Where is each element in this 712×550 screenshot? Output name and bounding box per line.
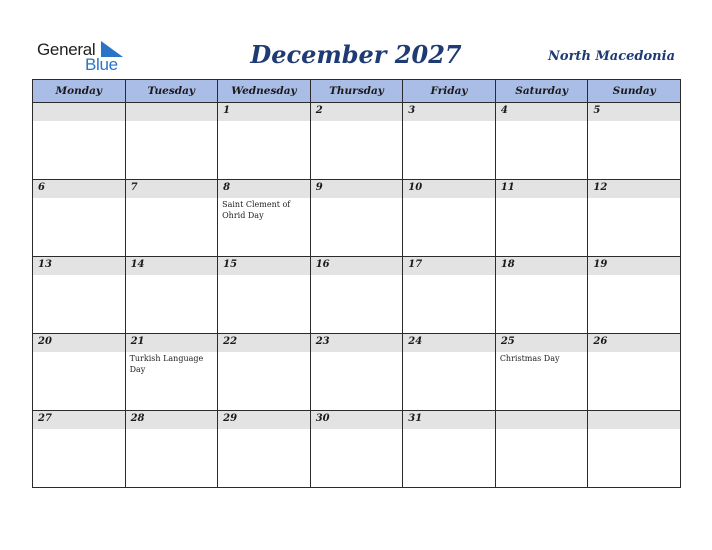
day-cell bbox=[33, 180, 126, 257]
holiday-label bbox=[403, 352, 495, 353]
day-number: 27 bbox=[33, 411, 125, 429]
day-number: 20 bbox=[33, 334, 125, 352]
day-cell bbox=[310, 257, 403, 334]
day-number: 28 bbox=[126, 411, 218, 429]
day-number bbox=[588, 411, 680, 429]
holiday-label bbox=[126, 198, 218, 199]
day-cell bbox=[403, 103, 496, 180]
holiday-label bbox=[588, 198, 680, 199]
day-number: 25 bbox=[496, 334, 588, 352]
day-cell bbox=[310, 411, 403, 488]
weekday-tuesday: Tuesday bbox=[125, 80, 218, 103]
day-cell bbox=[218, 103, 311, 180]
holiday-label bbox=[126, 275, 218, 276]
day-number: 29 bbox=[218, 411, 310, 429]
day-number: 26 bbox=[588, 334, 680, 352]
holiday-label bbox=[403, 275, 495, 276]
week-row bbox=[33, 411, 681, 488]
calendar-grid bbox=[32, 79, 681, 488]
day-cell bbox=[33, 334, 126, 411]
day-cell bbox=[125, 103, 218, 180]
holiday-label bbox=[403, 198, 495, 199]
day-number: 31 bbox=[403, 411, 495, 429]
holiday-label bbox=[311, 352, 403, 353]
day-cell bbox=[403, 334, 496, 411]
day-cell bbox=[218, 257, 311, 334]
day-number: 24 bbox=[403, 334, 495, 352]
day-number: 1 bbox=[218, 103, 310, 121]
day-cell bbox=[310, 334, 403, 411]
week-row bbox=[33, 180, 681, 257]
day-cell bbox=[403, 411, 496, 488]
day-cell bbox=[495, 103, 588, 180]
day-cell bbox=[310, 103, 403, 180]
holiday-label bbox=[403, 429, 495, 430]
holiday-label bbox=[218, 121, 310, 122]
holiday-label bbox=[33, 275, 125, 276]
day-number: 19 bbox=[588, 257, 680, 275]
holiday-label bbox=[588, 429, 680, 430]
day-number: 17 bbox=[403, 257, 495, 275]
day-number bbox=[496, 411, 588, 429]
weekday-sunday: Sunday bbox=[588, 80, 681, 103]
day-number: 16 bbox=[311, 257, 403, 275]
week-row bbox=[33, 257, 681, 334]
day-cell bbox=[495, 411, 588, 488]
day-cell bbox=[403, 257, 496, 334]
holiday-label bbox=[311, 275, 403, 276]
day-cell bbox=[588, 257, 681, 334]
holiday-label bbox=[33, 121, 125, 122]
holiday-label bbox=[33, 429, 125, 430]
day-cell bbox=[218, 411, 311, 488]
calendar-title: December 2027 bbox=[250, 40, 462, 69]
holiday-label bbox=[311, 198, 403, 199]
day-number: 12 bbox=[588, 180, 680, 198]
holiday-label bbox=[311, 121, 403, 122]
day-number: 22 bbox=[218, 334, 310, 352]
day-cell bbox=[125, 411, 218, 488]
holiday-label bbox=[126, 429, 218, 430]
holiday-label bbox=[403, 121, 495, 122]
weekday-thursday: Thursday bbox=[310, 80, 403, 103]
weekday-wednesday: Wednesday bbox=[218, 80, 311, 103]
day-cell bbox=[588, 411, 681, 488]
day-number: 21 bbox=[126, 334, 218, 352]
day-number: 2 bbox=[311, 103, 403, 121]
holiday-label bbox=[218, 352, 310, 353]
day-cell bbox=[403, 180, 496, 257]
weekday-friday: Friday bbox=[403, 80, 496, 103]
holiday-label bbox=[126, 121, 218, 122]
day-number: 3 bbox=[403, 103, 495, 121]
day-number: 7 bbox=[126, 180, 218, 198]
holiday-label bbox=[496, 429, 588, 430]
day-cell bbox=[218, 180, 311, 257]
week-row bbox=[33, 103, 681, 180]
logo-general-text: General bbox=[37, 40, 96, 59]
day-number: 5 bbox=[588, 103, 680, 121]
day-number: 11 bbox=[496, 180, 588, 198]
holiday-label bbox=[496, 275, 588, 276]
day-number: 4 bbox=[496, 103, 588, 121]
day-number: 8 bbox=[218, 180, 310, 198]
day-cell bbox=[495, 257, 588, 334]
holiday-label bbox=[218, 429, 310, 430]
holiday-label bbox=[588, 121, 680, 122]
day-cell bbox=[495, 334, 588, 411]
weekday-header-row bbox=[33, 80, 681, 103]
day-number bbox=[33, 103, 125, 121]
day-cell bbox=[310, 180, 403, 257]
day-number: 30 bbox=[311, 411, 403, 429]
holiday-label bbox=[311, 429, 403, 430]
holiday-label bbox=[33, 352, 125, 353]
day-cell bbox=[495, 180, 588, 257]
day-number: 23 bbox=[311, 334, 403, 352]
holiday-label bbox=[588, 352, 680, 353]
day-cell bbox=[588, 180, 681, 257]
day-number: 10 bbox=[403, 180, 495, 198]
holiday-label bbox=[496, 121, 588, 122]
day-cell bbox=[588, 334, 681, 411]
day-number: 14 bbox=[126, 257, 218, 275]
day-number: 6 bbox=[33, 180, 125, 198]
week-row bbox=[33, 334, 681, 411]
day-cell bbox=[33, 257, 126, 334]
country-name: North Macedonia bbox=[548, 49, 675, 64]
day-cell bbox=[33, 411, 126, 488]
day-cell bbox=[125, 180, 218, 257]
weekday-monday: Monday bbox=[33, 80, 126, 103]
day-number: 9 bbox=[311, 180, 403, 198]
day-cell bbox=[218, 334, 311, 411]
day-cell bbox=[125, 257, 218, 334]
day-cell bbox=[125, 334, 218, 411]
weekday-saturday: Saturday bbox=[495, 80, 588, 103]
holiday-label: Saint Clement of Ohrid Day bbox=[222, 200, 291, 220]
day-number bbox=[126, 103, 218, 121]
holiday-label: Turkish Language Day bbox=[129, 354, 204, 374]
holiday-label bbox=[496, 198, 588, 199]
day-number: 15 bbox=[218, 257, 310, 275]
holiday-label bbox=[588, 275, 680, 276]
holiday-label bbox=[218, 275, 310, 276]
logo-blue-text: Blue bbox=[85, 55, 118, 74]
day-cell bbox=[588, 103, 681, 180]
day-number: 13 bbox=[33, 257, 125, 275]
holiday-label bbox=[33, 198, 125, 199]
day-cell bbox=[33, 103, 126, 180]
day-number: 18 bbox=[496, 257, 588, 275]
holiday-label: Christmas Day bbox=[499, 354, 560, 363]
